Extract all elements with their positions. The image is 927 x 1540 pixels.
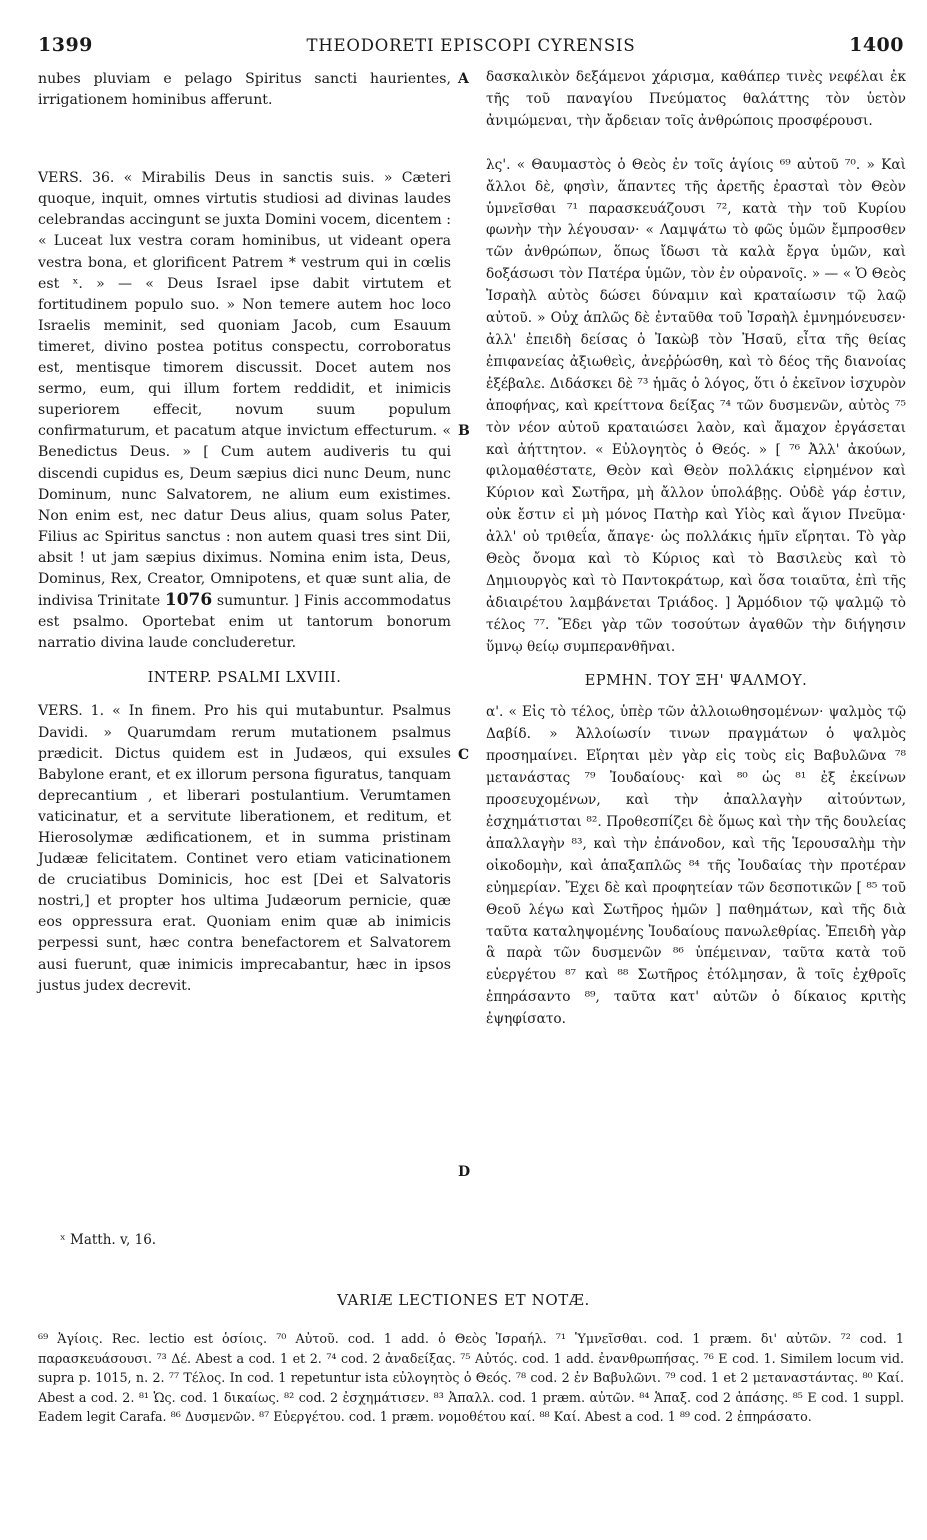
greek-paragraph-3: α'. « Εἰς τὸ τέλος, ὑπὲρ τῶν ἀλλοιωθησομένων· ψαλμὸς τῷ Δαβίδ. » Ἀλλοίωσίν τινων πραγμάτων ὁ ψαλμὸς προσημαίνει. Εἴρηται μὲν γὰρ εἰς τοὺς εἰς Βαβυλῶνα ⁷⁸ μετανάστας ⁷⁹ Ἰουδαίους· καὶ ⁸⁰ ὡς ⁸¹ ἐξ ἐκείνων προσευχομένων, καὶ τὴν ἀπαλλαγὴν αἰτούντων, ἐσχημάτισται ⁸². Προθεσπίζει δὲ ὅμως καὶ τὴν τῆς δουλείας ἀπαλλαγὴν ⁸³, καὶ τὴν ἐπάνοδον, καὶ τῆς Ἱερουσαλὴμ τὴν οἰκοδομὴν, καὶ ἁπαξαπλῶς ⁸⁴ τῆς Ἰουδαίας τὴν προτέραν εὐημερίαν. Ἔχει δὲ καὶ προφητείαν τῶν δεσποτικῶν [ ⁸⁵ τοῦ Θεοῦ λέγω καὶ Σωτῆρος ἡμῶν ] παθημάτων, καὶ τῆς διὰ ταῦτα καταληψομένης Ἰουδαίους πανωλεθρίας. Ἐπειδὴ γὰρ ἃ παρὰ τῶν δυσμενῶν ⁸⁶ ὑπέμειναν, ταῦτα κατὰ τοῦ εὐεργέτου ⁸⁷ καὶ ⁸⁸ Σωτῆρος ἐτόλμησαν, ἃ τοῖς ἐχθροῖς ἐπηράσαντο ⁸⁹, ταῦτα κατ' αὐτῶν ὁ δίκαιος κριτὴς ἐψηφίσατο. xyxy=(486,704,906,1028)
page-number-left: 1399 xyxy=(38,34,93,56)
variae-lectiones-title: VARIÆ LECTIONES ET NOTÆ. xyxy=(337,1291,590,1309)
greek-section-heading: ΕΡΜΗΝ. ΤΟΥ ΞΗ' ΨΑΛΜΟΥ. xyxy=(584,672,808,689)
latin-paragraph-2-end: sumuntur. ] Finis accommodatus est psalmo. Oportebat enim ut tantorum bonorum narratio divina laude concluderetur. xyxy=(38,593,451,652)
margin-letter-b: B xyxy=(458,423,470,439)
latin-paragraph-2 xyxy=(38,168,451,654)
latin-paragraph-2-text: VERS. 36. « Mirabilis Deus in sanctis suis. » Cæteri quoque, inquit, omnes virtutis studiosi ad divinas laudes celebrandas accingunt se juxta Domini vocem, dicentem : « Luceat lux vestra coram hominibus, ut videant opera vestra bona, et glorificent Patrem * vestrum qui in cœlis est ˣ. » — « Deus Israel ipse dabit virtutem et fortitudinem populo suo. » Non temere autem hoc loco Israelis meminit, sed quoniam Jacob, cum Esauum timeret, divino postea potitus conspectu, corroboratus est, mentisque timorem discussit. Docet autem nos sermo, eum, qui illum fortem reddidit, et inimicis superiorem effecit, novum suum populum confirmaturum, et pacatum atque invictum effecturum. « Benedictus Deus. » [ Cum autem audiveris tu qui discendi cupidus es, Deum sæpius dici nunc Deum, nunc Dominum, nunc Salvatorem, ne alium eum existimes. Non enim est, nec datur Deus alius, quam solus Pater, Filius ac Spiritus sanctus : non autem quasi tres sint Dii, absit ! ut jam sæpius diximus. Nomina enim ista, Deus, Dominus, Rex, Creator, Omnipotens, et quæ sunt alia, de indivisa Trinitate xyxy=(38,170,451,610)
column-marker: 1076 xyxy=(164,590,213,611)
spacer xyxy=(486,133,906,155)
margin-letter-c: C xyxy=(458,747,470,763)
spacer xyxy=(38,111,451,168)
margin-letter-d: D xyxy=(458,1164,471,1180)
latin-column xyxy=(38,69,451,997)
running-title: THEODORETI EPISCOPI CYRENSIS xyxy=(306,36,636,55)
variae-lectiones-notes: ⁶⁹ Ἁγίοις. Rec. lectio est ὁσίοις. ⁷⁰ Αὐτοῦ. cod. 1 add. ὁ Θεὸς Ἰσραήλ. ⁷¹ Ὑμνεῖσθαι. cod. 1 præm. δι' αὐτῶν. ⁷² cod. 1 παρασκευάσουσι. ⁷³ Δέ. Abest a cod. 1 et 2. ⁷⁴ cod. 2 ἀναδείξας. ⁷⁵ Αὐτός. cod. 1 add. ἐνανθρωπήσας. ⁷⁶ E cod. 1. Similem locum vid. supra p. 1015, n. 2. ⁷⁷ Τέλος. In cod. 1 repetuntur ista εὐλογητὸς ὁ Θεός. ⁷⁸ cod. 2 ἐν Βαβυλῶνι. ⁷⁹ cod. 1 et 2 μεταναστάντας. ⁸⁰ Καί. Abest a cod. 2. ⁸¹ Ὡς. cod. 1 δικαίως. ⁸² cod. 2 ἐσχημάτισεν. ⁸³ Ἀπαλλ. cod. 1 præm. αὐτῶν. ⁸⁴ Ἁπαξ. cod 2 ἁπάσης. ⁸⁵ E cod. 1 suppl. Eadem legit Carafa. ⁸⁶ Δυσμενῶν. ⁸⁷ Εὐεργέτου. cod. 1 præm. νομοθέτου καί. ⁸⁸ Καί. Abest a cod. 1 ⁸⁹ cod. 2 ἐπηράσατο. xyxy=(38,1331,904,1424)
running-header xyxy=(38,34,904,62)
greek-paragraph-1: δασκαλικὸν δεξάμενοι χάρισμα, καθάπερ τινὲς νεφέλαι ἐκ τῆς τοῦ παναγίου Πνεύματος θαλάττης τὸν ὑετὸν ἀνιμώμεναι, τὴν ἄρδειαν τοῖς ἀνθρώποις προσφέρουσι. xyxy=(486,69,906,129)
latin-paragraph-3: VERS. 1. « In finem. Pro his qui mutabuntur. Psalmus Davidi. » Quarumdam rerum mutationem psalmus prædicit. Dictus quidem est in Judæos, qui exsules Babylone erant, et ex illorum persona figuratus, tanquam deprecantium , et liberari postulantium. Verumtamen vaticinatur, et a servitute liberationem, et reditum, et Hierosolymæ ædificationem, et in summa pristinam Judææ felicitatem. Continet vero etiam vaticinationem de cruciatibus Dominicis, hoc est [Dei et Salvatoris nostri,] et propter hos ultima Judæorum pernicie, quæ eos oppressura erat. Quoniam enim quæ ab inimicis perpessi sunt, hæc contra benefactorem et Salvatorem ausi fuerunt, quæ inimicis imprecabantur, hæc in ipsos justus judex decrevit. xyxy=(38,703,451,994)
greek-column xyxy=(486,67,906,1031)
latin-paragraph-1: nubes pluviam e pelago Spiritus sancti haurientes, irrigationem hominibus afferunt. xyxy=(38,71,451,109)
latin-section-heading: INTERP. PSALMI LXVIII. xyxy=(147,670,342,687)
greek-paragraph-2: λς'. « Θαυμαστὸς ὁ Θεὸς ἐν τοῖς ἁγίοις ⁶⁹ αὐτοῦ ⁷⁰. » Καὶ ἄλλοι δὲ, φησὶν, ἅπαντες τῆς ἀρετῆς ἐρασταὶ τὸν Θεὸν ὑμνεῖσθαι ⁷¹ παρασκευάζουσι ⁷², κατὰ τὴν τοῦ Κυρίου φωνὴν τὴν λέγουσαν· « Λαμψάτω τὸ φῶς ὑμῶν ἔμπροσθεν τῶν ἀνθρώπων, ὅπως ἴδωσι τὰ καλὰ ἔργα ὑμῶν, καὶ δοξάσωσι τὸν Πατέρα ὑμῶν, τὸν ἐν οὐρανοῖς. » — « Ὁ Θεὸς Ἰσραὴλ αὐτὸς δώσει δύναμιν καὶ κραταίωσιν τῷ λαῷ αὐτοῦ. » Οὐχ ἁπλῶς δὲ ἐνταῦθα τοῦ Ἰσραὴλ ἐμνημόνευσεν· ἀλλ' ἐπειδὴ δείσας ὁ Ἰακὼβ τὸν Ἠσαῦ, εἶτα τῆς θείας ἐπιφανείας ἀξιωθεὶς, ἀνεῤῥώσθη, καὶ τὸ δέος τῆς διανοίας ἐξέβαλε. Διδάσκει δὲ ⁷³ ἡμᾶς ὁ λόγος, ὅτι ὁ ἐκεῖνον ἰσχυρὸν ἀποφήνας, καὶ κρείττονα δείξας ⁷⁴ τῶν δυσμενῶν, αὐτὸς ⁷⁵ τὸν νέον αὐτοῦ κραταιώσει λαὸν, καὶ ἄμαχον ἐργάσεται καὶ ἀήττητον. « Εὐλογητὸς ὁ Θεός. » [ ⁷⁶ Ἀλλ' ἀκούων, φιλομαθέστατε, Θεὸν καὶ Θεὸν πολλάκις εἰρημένον καὶ Κύριον καὶ Σωτῆρα, μὴ ἄλλον ὑπολάβῃς. Οὐδὲ γάρ ἐστιν, οὐκ ἔστιν εἰ μὴ μόνος Πατὴρ καὶ Υἱὸς καὶ ἅγιον Πνεῦμα· ἀλλ' οὐ τριθεΐα, ἄπαγε· ὡς πολλάκις ἡμῖν εἴρηται. Τὸ γὰρ Θεὸς ὄνομα καὶ τὸ Κύριος καὶ τὸ Βασιλεὺς καὶ τὸ Δημιουργὸς καὶ τὸ Παντοκράτωρ, καὶ ὅσα τοιαῦτα, ἐπὶ τῆς ἀδιαιρέτου λαμβάνεται Τριάδος. ] Ἁρμόδιον τῷ ψαλμῷ τὸ τέλος ⁷⁷. Ἔδει γὰρ τῶν τοσούτων ἀγαθῶν τὴν διήγησιν ὕμνῳ θείῳ συμπερανθῆναι. xyxy=(486,156,906,655)
footnote: ˣ Matth. v, 16. xyxy=(60,1232,157,1248)
page-number-right: 1400 xyxy=(849,34,904,56)
margin-letter-a: A xyxy=(458,71,469,87)
